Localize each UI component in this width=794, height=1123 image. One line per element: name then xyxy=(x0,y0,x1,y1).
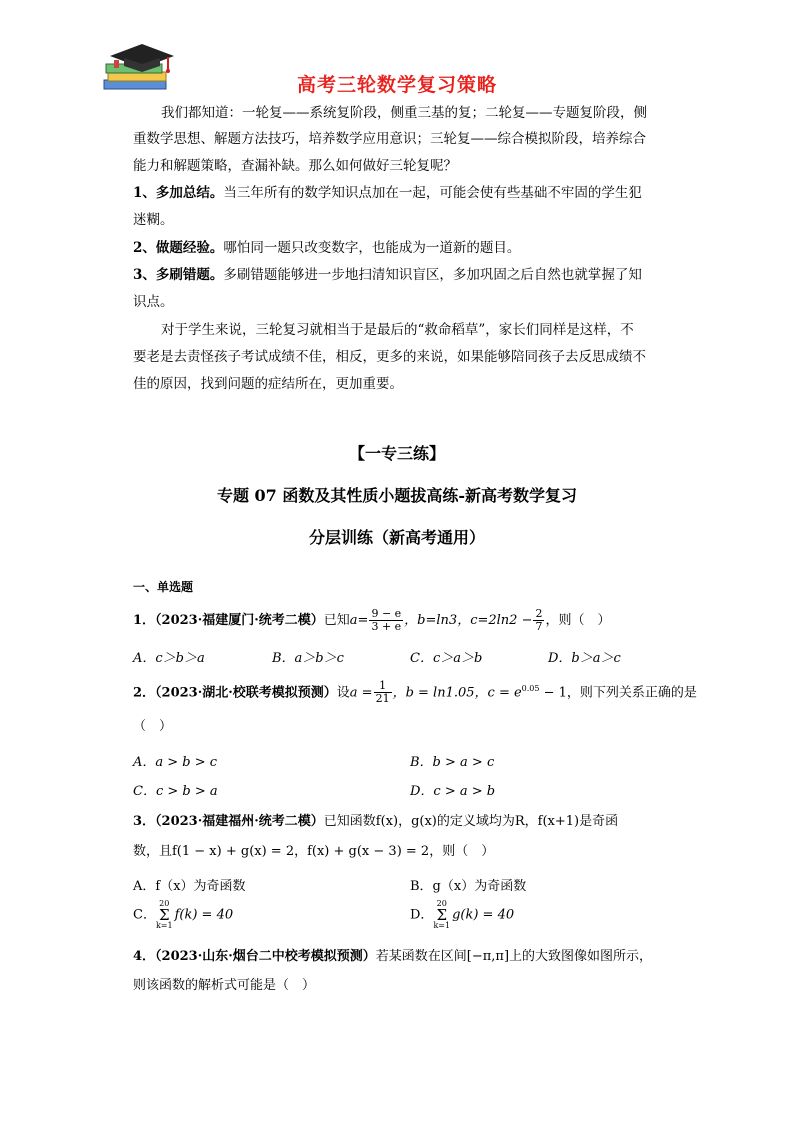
q4-number: 4． xyxy=(133,949,156,964)
q1-a-numerator: 9 − e xyxy=(371,607,402,620)
q4-source: （2023·山东·烟台二中校考模拟预测） xyxy=(155,949,376,964)
tip-2-head: 2、做题经验。 xyxy=(133,240,224,256)
sigma-icon: Σ xyxy=(436,906,448,924)
intro-p1-line3: 能力和解题策略，查漏补缺。那么如何做好三轮复呢？ xyxy=(133,158,457,174)
q3-c-sum-top: 20 xyxy=(159,899,170,908)
q3-d-sum-top: 20 xyxy=(436,899,447,908)
q3-d-summation xyxy=(433,900,450,930)
q1-option-b[interactable]: B．a＞b＞c xyxy=(272,651,344,666)
series-heading: 【一专三练】 xyxy=(348,444,445,463)
q1-source: （2023·福建厦门·统考二模） xyxy=(155,613,324,628)
q1-b-part: ，b=ln3，c=2ln2 − xyxy=(404,613,533,628)
q2-pre: 设 xyxy=(336,685,350,701)
tip-1-text: 当三年所有的数学知识点加在一起，可能会使有些基础不牢固的学生犯 xyxy=(223,185,642,201)
intro-p1-line1: 我们都知道：一轮复——系统复阶段，侧重三基的复；二轮复——专题复阶段，侧 xyxy=(161,105,647,121)
q3-option-d-expr: g(k) = 40 xyxy=(452,907,515,923)
q4-line2: 则该函数的解析式可能是（ ） xyxy=(133,978,316,993)
q3-number: 3． xyxy=(133,814,156,829)
q1-c-numerator: 2 xyxy=(535,607,543,620)
q1-a-fraction xyxy=(369,608,403,633)
sigma-icon: Σ xyxy=(158,906,170,924)
q1-pre: 已知 xyxy=(323,613,350,628)
q1-option-c[interactable]: C．c＞a＞b xyxy=(410,651,483,666)
q2-line2: （ ） xyxy=(133,719,173,734)
q3-c-summation xyxy=(156,900,173,930)
q3-c-sum-bottom: k=1 xyxy=(155,921,173,930)
q2-option-d[interactable]: D．c > a > b xyxy=(410,784,496,799)
topic-title-line2: 分层训练（新高考通用） xyxy=(308,528,485,547)
q2-option-b[interactable]: B．b > a > c xyxy=(410,755,495,770)
q2-source: （2023·湖北·校联考模拟预测） xyxy=(155,685,337,701)
q2-a-denominator: 21 xyxy=(375,692,390,706)
q1-a-denominator: 3 + e xyxy=(371,620,402,633)
q3-option-d[interactable] xyxy=(410,900,514,930)
q1-a-lhs: a= xyxy=(349,613,369,628)
question-3 xyxy=(133,813,673,831)
tip-2 xyxy=(133,239,673,257)
intro-p2-line2: 要老是去责怪孩子考试成绩不佳，相反，更多的来说，如果能够陪同孩子去反思成绩不 xyxy=(133,349,646,365)
q3-option-c[interactable] xyxy=(133,900,233,930)
q2-exponent: 0.05 xyxy=(521,684,540,693)
topic-title-line1: 专题 07 函数及其性质小题拔高练-新高考数学复习 xyxy=(216,486,578,505)
tip-2-text: 哪怕同一题只改变数字，也能成为一道新的题目。 xyxy=(223,240,521,256)
q2-rest: ，b = ln1.05，c = e xyxy=(392,685,522,701)
q2-rest2: − 1，则下列关系正确的是 xyxy=(539,685,697,701)
question-1 xyxy=(133,608,673,633)
q3-option-c-expr: f(k) = 40 xyxy=(174,907,234,923)
q2-option-c[interactable]: C．c > b > a xyxy=(133,784,218,799)
question-4 xyxy=(133,948,673,966)
q1-tail: ，则（ ） xyxy=(545,613,611,628)
tip-3-head: 3、多刷错题。 xyxy=(133,267,224,283)
q3-line2: 数，且f(1 − x) + g(x) = 2，f(x) + g(x − 3) = 2，则（ ） xyxy=(133,844,495,859)
q3-option-c-label: C． xyxy=(133,907,156,923)
tip-3 xyxy=(133,266,673,284)
tip-1-line2: 迷糊。 xyxy=(133,212,174,228)
tip-1 xyxy=(133,184,673,202)
q3-option-a[interactable]: A．f（x）为奇函数 xyxy=(133,879,246,894)
q2-a-numerator: 1 xyxy=(374,680,392,693)
q2-a-fraction xyxy=(374,680,392,705)
q3-option-d-label: D． xyxy=(410,907,434,923)
q3-line1: 已知函数f(x)，g(x)的定义域均为R，f(x+1)是奇函 xyxy=(323,814,619,829)
q1-c-denominator: 7 xyxy=(535,620,543,633)
q1-option-a[interactable]: A．c＞b＞a xyxy=(133,651,205,666)
q2-number: 2． xyxy=(133,685,156,701)
intro-p2-line1: 对于学生来说，三轮复习就相当于是最后的“救命稻草”，家长们同样是这样，不 xyxy=(161,322,634,338)
tip-3-line2: 识点。 xyxy=(133,294,174,310)
tip-1-head: 1、多加总结。 xyxy=(133,185,224,201)
q3-option-b[interactable]: B．g（x）为奇函数 xyxy=(410,879,527,894)
q1-c-fraction xyxy=(533,608,544,633)
q2-a-lhs: a = xyxy=(349,685,373,701)
q1-option-d[interactable]: D．b＞a＞c xyxy=(548,651,621,666)
q3-d-sum-bottom: k=1 xyxy=(433,921,451,930)
intro-p1-line2: 重数学思想、解题方法技巧，培养数学应用意识；三轮复——综合模拟阶段，培养综合 xyxy=(133,131,646,147)
banner-title: 高考三轮数学复习策略 xyxy=(296,74,497,96)
q3-source: （2023·福建福州·统考二模） xyxy=(155,814,324,829)
q4-line1: 若某函数在区间[−π,π]上的大致图像如图所示， xyxy=(375,949,653,964)
tip-3-text: 多刷错题能够进一步地扫清知识盲区，多加巩固之后自然也就掌握了知 xyxy=(223,267,642,283)
section-heading: 一、单选题 xyxy=(133,580,194,594)
q2-option-a[interactable]: A．a > b > c xyxy=(133,755,218,770)
intro-p2-line3: 佳的原因，找到问题的症结所在，更加重要。 xyxy=(133,376,403,392)
q1-number: 1． xyxy=(133,613,156,628)
question-2 xyxy=(133,679,697,706)
